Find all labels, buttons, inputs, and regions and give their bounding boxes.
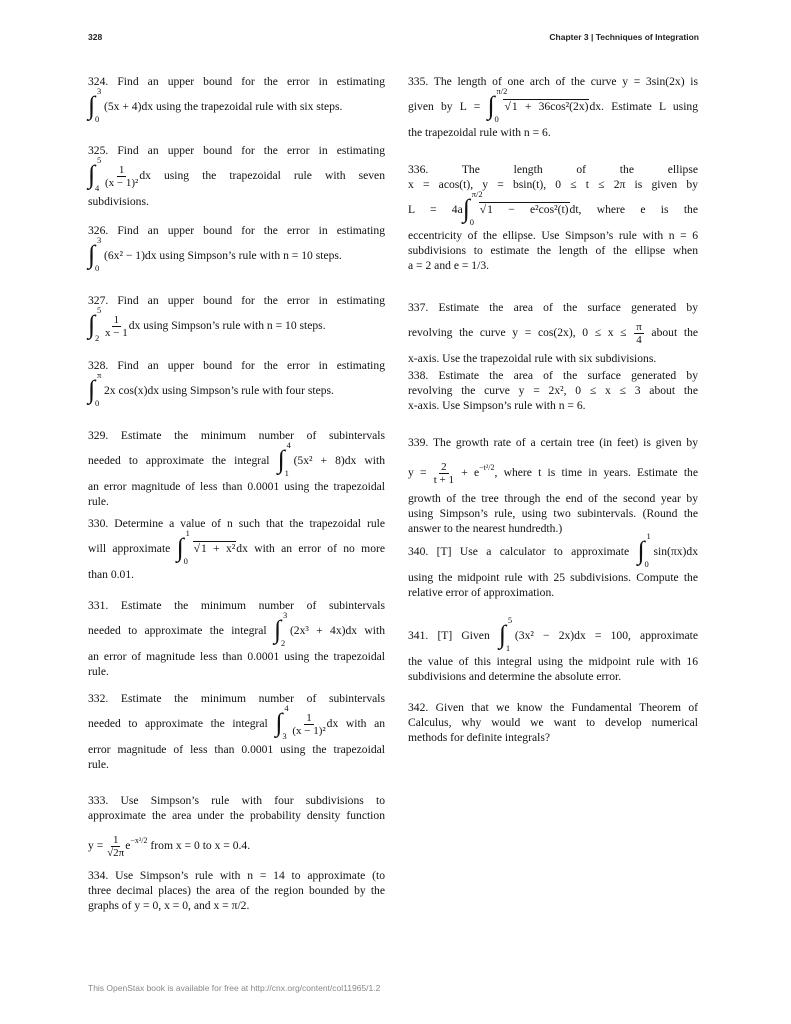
text-segment: x-axis. Use Simpson’s rule with n = 6. (408, 399, 586, 412)
lower-limit: 2 (280, 638, 286, 649)
exercise-327 (88, 293, 385, 344)
numerator: 1 (306, 711, 312, 724)
text-segment: an error of magnitude less than 0.0001 using the trapezoidal (88, 650, 385, 663)
exercise-331 (88, 598, 385, 679)
text-segment: + e (455, 466, 480, 479)
text-segment: approximate the area under the probability density function (88, 809, 385, 822)
text-segment: rule. (88, 758, 109, 771)
exercise-line (408, 162, 698, 177)
text-segment: L = 4a (408, 203, 463, 216)
exercise-line (88, 223, 385, 238)
fraction (634, 321, 644, 346)
upper-limit: 1 (185, 528, 190, 539)
text-segment: 341. [T] Given (408, 629, 499, 642)
integral-symbol-icon: ∫ (176, 533, 184, 563)
text-segment: 339. The growth rate of a certain tree (in feet) is given by (408, 436, 698, 449)
text-segment: Calculus, why would we want to develop numerical (408, 716, 698, 729)
text-segment: x-axis. Use the trapezoidal rule with six subdivisions. (408, 352, 657, 365)
exercise-line (408, 585, 698, 600)
text-segment: (3x² − 2x)dx = 100, approximate (514, 629, 698, 642)
upper-limit: 5 (97, 305, 102, 316)
fraction (434, 461, 454, 486)
integral-symbol-icon: ∫ (277, 445, 285, 475)
text-segment: 327. Find an upper bound for the error in estimating (88, 294, 385, 307)
exercise-line (408, 300, 698, 315)
integral-sign (88, 305, 103, 344)
text-segment: dx. Estimate L using (589, 100, 699, 113)
text-segment: x = acos(t), y = bsin(t), 0 ≤ t ≤ 2π is given by (408, 178, 698, 191)
text-segment: subdivisions and determine the absolute error. (408, 670, 622, 683)
text-segment: answer to the nearest hundredth.) (408, 522, 563, 535)
text-segment: sin(πx)dx (653, 545, 698, 558)
upper-limit: 5 (97, 155, 102, 166)
text-segment: 325. Find an upper bound for the error in estimating (88, 144, 385, 157)
integral-symbol-icon: ∫ (88, 240, 96, 270)
exercise-line (88, 74, 385, 89)
fraction (105, 164, 138, 189)
text-segment: 334. Use Simpson’s rule with n = 14 to approximate (to (88, 869, 385, 882)
exercise-line (88, 808, 385, 823)
text-segment: revolving the curve y = 2x², 0 ≤ x ≤ 3 about the (408, 384, 698, 397)
exercise-line (88, 494, 385, 509)
denominator: x − 1 (105, 326, 128, 339)
exercise-326 (88, 223, 385, 274)
exercise-329 (88, 428, 385, 509)
exercise-line (408, 435, 698, 450)
exercise-340 (408, 531, 698, 600)
text-segment: subdivisions to estimate the length of the ellipse when (408, 244, 698, 257)
exercise-330 (88, 516, 385, 582)
text-segment: 331. Estimate the minimum number of subintervals (88, 599, 385, 612)
upper-limit: π/2 (471, 189, 483, 200)
text-segment: using Simpson’s rule, using two subintervals. (Round the (408, 507, 698, 520)
exercise-line (408, 74, 698, 89)
text-segment: dx with an error of no more (236, 542, 385, 555)
text-segment: 337. Estimate the area of the surface generated by (408, 301, 698, 314)
text-segment: y = (408, 466, 433, 479)
exercise-line (88, 370, 385, 409)
text-segment: 330. Determine a value of n such that the trapezoidal rule (88, 517, 385, 530)
text-segment: y = (88, 839, 107, 852)
exercise-line (88, 155, 385, 194)
exponent: −x²/2 (130, 836, 148, 845)
text-segment: growth of the tree through the end of the second year by (408, 492, 698, 505)
text-segment: using the midpoint rule with 25 subdivisions. Compute the (408, 571, 698, 584)
text-segment: given by L = (408, 100, 488, 113)
text-segment: (5x + 4)dx using the trapezoidal rule with six steps. (104, 100, 343, 113)
square-root: √ 1 + 36cos²(2x) (503, 99, 589, 113)
exercise-line (88, 664, 385, 679)
exercise-line (408, 491, 698, 506)
exercise-line (408, 506, 698, 521)
exercise-341 (408, 615, 698, 684)
text-segment: (5x² + 8)dx with (293, 454, 386, 467)
numerator: 1 (112, 833, 119, 846)
exercise-328 (88, 358, 385, 409)
lower-limit: 0 (183, 556, 188, 567)
exercise-line (88, 703, 386, 742)
exercise-line (408, 228, 698, 243)
square-root: √ 1 + x² (193, 541, 237, 555)
text-segment: eccentricity of the ellipse. Use Simpson’s rule with n = 6 (408, 229, 698, 242)
text-segment: 328. Find an upper bound for the error in estimating (88, 359, 385, 372)
exercise-line (408, 654, 698, 669)
text-segment: rule. (88, 665, 109, 678)
text-segment: three decimal places) the area of the region bounded by the (88, 884, 385, 897)
exercise-line (88, 428, 385, 443)
integral-symbol-icon: ∫ (275, 708, 283, 738)
text-segment: 342. Given that we know the Fundamental Theorem of (408, 701, 698, 714)
text-segment: dx with an (326, 717, 386, 730)
integral-sign (275, 703, 290, 742)
footer-note: This OpenStax book is available for free at http://cnx.org/content/col11965/1.2 (88, 983, 381, 993)
upper-limit: 3 (97, 86, 102, 97)
lower-limit: 0 (95, 263, 100, 274)
exercise-324 (88, 74, 385, 125)
exercise-line (408, 730, 698, 745)
text-segment: (2x³ + 4x)dx with (289, 624, 386, 637)
exercise-line (408, 570, 698, 585)
exponent: −t²/2 (479, 463, 495, 472)
integral-sign (88, 86, 103, 125)
lower-limit: 1 (505, 643, 511, 654)
exercise-line (88, 528, 385, 567)
exercise-line (88, 868, 385, 883)
text-segment: relative error of approximation. (408, 586, 555, 599)
lower-limit: 1 (284, 468, 289, 479)
numerator: π (636, 320, 642, 333)
text-segment: dx using Simpson’s rule with n = 10 steps. (128, 319, 326, 332)
exercise-325 (88, 143, 385, 209)
exercise-line (408, 453, 698, 488)
exercise-line (408, 715, 698, 730)
exercise-line (408, 86, 699, 125)
exercise-line (88, 358, 385, 373)
exercise-335 (408, 74, 698, 140)
exercise-line (408, 368, 698, 383)
text-segment: will approximate (88, 542, 177, 555)
exercise-line (408, 351, 698, 366)
fraction (107, 834, 124, 859)
text-segment: 335. The length of one arch of the curve y = 3sin(2x) is (408, 75, 698, 88)
exercise-337 (408, 300, 698, 366)
integral-sign (637, 531, 653, 570)
exercise-line (88, 649, 385, 664)
text-segment: revolving the curve y = cos(2x), 0 ≤ x ≤ (408, 326, 634, 339)
chapter-title: Chapter 3 | Techniques of Integration (549, 32, 699, 42)
text-segment: needed to approximate the integral (88, 624, 274, 637)
exercise-line (88, 293, 385, 308)
lower-limit: 0 (95, 114, 100, 125)
lower-limit: 0 (469, 217, 474, 228)
exercise-338 (408, 368, 698, 413)
fraction (105, 314, 128, 339)
integral-sign (88, 370, 103, 409)
integral-sign (176, 528, 192, 567)
integral-symbol-icon: ∫ (88, 310, 96, 340)
lower-limit: 4 (95, 183, 100, 194)
upper-limit: π/2 (496, 86, 508, 97)
upper-limit: π (97, 370, 102, 381)
integral-symbol-icon: ∫ (637, 536, 645, 566)
exercise-line (88, 143, 385, 158)
exercise-line (88, 598, 385, 613)
integral-sign (277, 440, 293, 479)
integral-symbol-icon: ∫ (487, 91, 495, 121)
text-segment: dx using the trapezoidal rule with seven (139, 169, 385, 182)
exercise-line (88, 567, 385, 582)
text-segment: subdivisions. (88, 195, 149, 208)
text-segment: 338. Estimate the area of the surface generated by (408, 369, 698, 382)
text-segment: (6x² − 1)dx using Simpson’s rule with n = 10 steps. (104, 249, 342, 262)
exercise-line (88, 194, 385, 209)
integral-sign (88, 155, 103, 194)
text-segment: about the (644, 326, 699, 339)
integral-sign (273, 610, 289, 649)
integral-sign (498, 615, 514, 654)
exercise-line (88, 305, 385, 344)
text-segment: dt, where e is the (569, 203, 698, 216)
upper-limit: 5 (507, 615, 513, 626)
exercise-line (88, 826, 385, 861)
exercise-line (88, 479, 385, 494)
lower-limit: 3 (282, 731, 287, 742)
exercise-line (408, 318, 698, 348)
text-segment: 326. Find an upper bound for the error in estimating (88, 224, 385, 237)
numerator: 1 (113, 313, 120, 326)
exercise-333 (88, 793, 385, 864)
page-number: 328 (88, 32, 103, 42)
square-root: √ 1 − e²cos²(t) (479, 202, 570, 216)
lower-limit: 0 (95, 398, 100, 409)
upper-limit: 4 (286, 440, 291, 451)
text-segment: the trapezoidal rule with n = 6. (408, 126, 551, 139)
numerator: 1 (118, 163, 125, 176)
exercise-line (88, 86, 385, 125)
exercise-line (408, 398, 698, 413)
text-segment: 336. The length of the ellipse (408, 163, 698, 176)
text-segment: graphs of y = 0, x = 0, and x = π/2. (88, 899, 250, 912)
exercise-line (408, 177, 698, 192)
text-segment: e (125, 839, 131, 852)
text-segment: the value of this integral using the midpoint rule with 16 (408, 655, 698, 668)
text-segment: 329. Estimate the minimum number of subintervals (88, 429, 385, 442)
exercise-339 (408, 435, 698, 536)
denominator: t + 1 (433, 473, 455, 486)
text-segment: a = 2 and e = 1/3. (408, 259, 490, 272)
integral-sign (462, 189, 483, 228)
integral-symbol-icon: ∫ (88, 375, 96, 405)
denominator: √2π (107, 846, 125, 859)
text-segment: rule. (88, 495, 109, 508)
exercise-line (408, 383, 698, 398)
text-segment: 2x cos(x)dx using Simpson’s rule with four steps. (104, 384, 334, 397)
lower-limit: 0 (494, 114, 499, 125)
numerator: 2 (441, 460, 447, 473)
exercise-line (408, 669, 698, 684)
text-segment: methods for definite integrals? (408, 731, 550, 744)
lower-limit: 0 (644, 559, 649, 570)
upper-limit: 4 (284, 703, 289, 714)
text-segment: needed to approximate the integral (88, 454, 278, 467)
denominator: (x − 1)² (105, 176, 139, 189)
exercise-line (88, 757, 385, 772)
exercise-line (408, 243, 698, 258)
exercise-line (88, 742, 385, 757)
exercise-line (88, 235, 385, 274)
text-segment: an error magnitude of less than 0.0001 using the trapezoidal (88, 480, 385, 493)
denominator: 4 (636, 333, 642, 346)
exercise-line (408, 615, 698, 654)
exercise-332 (88, 691, 385, 772)
exercise-line (88, 883, 385, 898)
upper-limit: 3 (282, 610, 288, 621)
upper-limit: 3 (97, 235, 102, 246)
integral-symbol-icon: ∫ (498, 620, 507, 650)
exercise-336 (408, 162, 698, 273)
text-segment: from x = 0 to x = 0.4. (147, 839, 251, 852)
exercise-line (408, 189, 698, 228)
upper-limit: 1 (646, 531, 651, 542)
exercise-line (88, 610, 386, 649)
integral-symbol-icon: ∫ (88, 160, 96, 190)
text-segment: error magnitude of less than 0.0001 using the trapezoidal (88, 743, 385, 756)
exercise-line (408, 531, 698, 570)
text-segment: 324. Find an upper bound for the error in estimating (88, 75, 385, 88)
text-segment: , where t is time in years. Estimate the (494, 466, 698, 479)
exercise-line (408, 700, 698, 715)
exercise-line (408, 125, 698, 140)
exercise-line (88, 440, 386, 479)
exercise-334 (88, 868, 385, 913)
text-segment: needed to approximate the integral (88, 717, 276, 730)
exercise-line (408, 258, 698, 273)
exercise-line (88, 898, 385, 913)
text-segment: 340. [T] Use a calculator to approximate (408, 545, 638, 558)
text-segment: than 0.01. (88, 568, 135, 581)
exercise-line (88, 691, 385, 706)
fraction (292, 712, 325, 737)
integral-symbol-icon: ∫ (273, 615, 282, 645)
denominator: (x − 1)² (292, 724, 326, 737)
integral-sign (487, 86, 508, 125)
integral-sign (88, 235, 103, 274)
integral-symbol-icon: ∫ (462, 194, 470, 224)
exercise-line (88, 793, 385, 808)
text-segment: 333. Use Simpson’s rule with four subdivisions to (88, 794, 385, 807)
text-segment: 332. Estimate the minimum number of subintervals (88, 692, 385, 705)
exercise-342 (408, 700, 698, 745)
integral-symbol-icon: ∫ (88, 91, 96, 121)
lower-limit: 2 (95, 333, 100, 344)
exercise-line (88, 516, 385, 531)
